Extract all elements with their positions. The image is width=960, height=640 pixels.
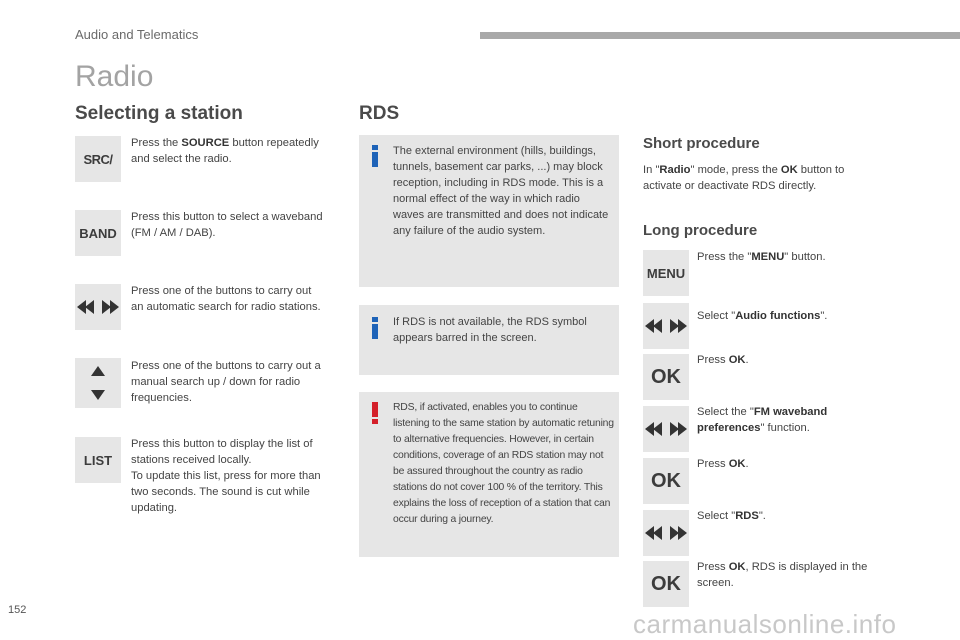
seek-arrows-icon xyxy=(643,406,689,452)
page-title: Radio xyxy=(75,60,154,93)
ok-button-icon: OK xyxy=(643,354,689,400)
auto-search-instruction: Press one of the buttons to carry out an automatic search for radio stations. xyxy=(131,285,321,313)
rds-info-text-1: The external environment (hills, buildings, tunnels, basement car parks, ...) may block reception, including in RDS mode. This is a normal effect of the way in which radio waves are transmitted and does not indicate any failure of the audio system. xyxy=(393,145,609,237)
long-step-2: Select "Audio functions". xyxy=(697,310,828,322)
watermark: carmanualsonline.info xyxy=(633,609,897,639)
section-header: Audio and Telematics xyxy=(75,27,199,42)
long-procedure-heading: Long procedure xyxy=(643,222,758,239)
up-down-arrows-icon xyxy=(75,358,121,408)
seek-arrows-icon xyxy=(643,303,689,349)
menu-button-icon: MENU xyxy=(643,250,689,296)
long-step-1: Press the "MENU" button. xyxy=(697,251,826,263)
ok-button-icon: OK xyxy=(643,561,689,607)
seek-arrows-icon xyxy=(643,510,689,556)
rds-heading: RDS xyxy=(359,103,400,124)
list-button-icon: LIST xyxy=(75,437,121,483)
page-number: 152 xyxy=(8,604,27,616)
short-procedure-text: In "Radio" mode, press the OK button to activate or deactivate RDS directly. xyxy=(643,164,845,192)
source-instruction: Press the SOURCE button repeatedly and select the radio. xyxy=(131,137,319,165)
rds-info-box-1 xyxy=(359,135,619,287)
info-icon xyxy=(372,317,378,344)
long-step-3: Press OK. xyxy=(697,354,749,366)
band-button-icon: BAND xyxy=(75,210,121,256)
long-step-7: Press OK, RDS is displayed in the screen. xyxy=(697,561,868,589)
list-instruction: Press this button to display the list of stations received locally. To update this list, press for more than two seconds. The sound is cut while updating. xyxy=(131,438,321,514)
src-button-icon: SRC/ xyxy=(75,136,121,182)
ok-button-icon: OK xyxy=(643,458,689,504)
long-step-5: Press OK. xyxy=(697,458,749,470)
warning-icon xyxy=(372,402,378,429)
long-step-4: Select the "FM waveband preferences" function. xyxy=(697,406,828,434)
band-instruction: Press this button to select a waveband (FM / AM / DAB). xyxy=(131,211,323,239)
rds-info-text-2: If RDS is not available, the RDS symbol appears barred in the screen. xyxy=(393,316,587,344)
rds-info-box-2 xyxy=(359,305,619,375)
header-divider-bar xyxy=(480,32,960,39)
rds-warning-text: RDS, if activated, enables you to continue listening to the same station by automatic retuning to alternative frequencies. However, in certain conditions, coverage of an RDS station may not be assured throughout the country as radio stations do not cover 100 % of the territory. This explains the loss of reception of a station that can occur during a journey. xyxy=(393,402,614,525)
short-procedure-heading: Short procedure xyxy=(643,135,760,152)
seek-arrows-icon xyxy=(75,284,121,330)
rds-warning-box xyxy=(359,392,619,557)
manual-search-instruction: Press one of the buttons to carry out a manual search up / down for radio frequencies. xyxy=(131,360,321,404)
selecting-heading: Selecting a station xyxy=(75,103,243,124)
long-step-6: Select "RDS". xyxy=(697,510,766,522)
info-icon xyxy=(372,145,378,172)
